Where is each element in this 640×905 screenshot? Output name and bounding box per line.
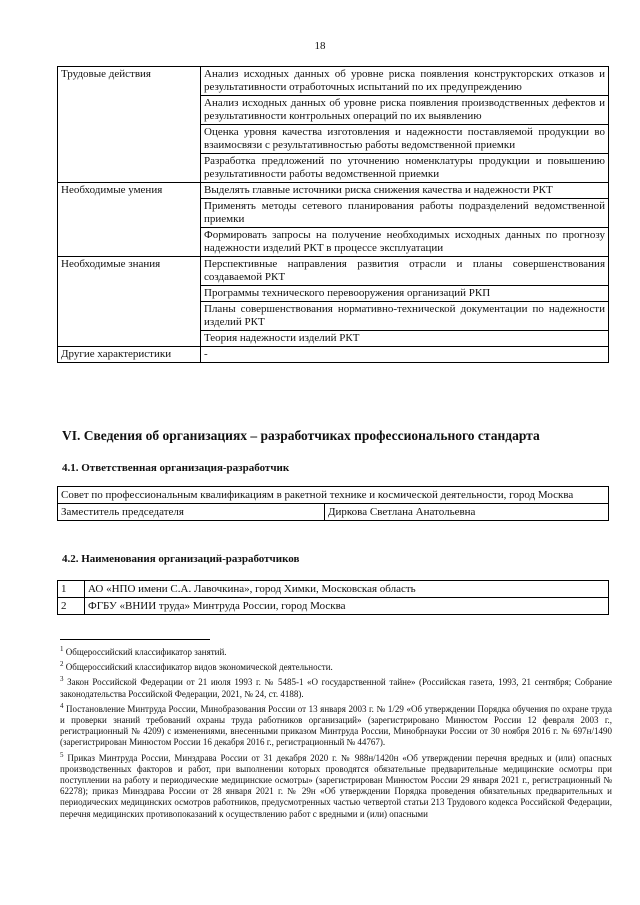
footnote-number: 5: [60, 750, 64, 759]
table-row: [58, 183, 609, 199]
row-group-label: Другие характеристики: [58, 347, 201, 363]
org-number: 1: [58, 581, 85, 598]
row-group-label: Необходимые умения: [58, 183, 201, 257]
page-number: 18: [314, 40, 326, 52]
footnote-number: 3: [60, 675, 64, 684]
responsible-organization: Совет по профессиональным квалификациям в ракетной технике и космической деятельности, город Москва: [58, 487, 609, 504]
table-cell: Выделять главные источники риска снижения качества и надежности РКТ: [201, 183, 609, 199]
footnote-number: 2: [60, 660, 64, 669]
labor-functions-table: [57, 66, 609, 363]
table-row: [58, 347, 609, 363]
footnote: [60, 659, 612, 673]
table-row: [58, 257, 609, 286]
org-number: 2: [58, 598, 85, 615]
footnote-separator: [60, 639, 210, 640]
table-cell: Планы совершенствования нормативно-технической документации по надежности изделий РКТ: [201, 302, 609, 331]
table-cell: Анализ исходных данных об уровне риска появления конструкторских отказов и результативности отработочных испытаний по их предупреждению: [201, 67, 609, 96]
table-cell: Программы технического перевооружения организаций РКП: [201, 286, 609, 302]
developers-heading: 4.2. Наименования организаций-разработчиков: [62, 553, 300, 565]
footnote-number: 4: [60, 701, 64, 710]
table-cell: -: [201, 347, 609, 363]
footnote-number: 1: [60, 645, 64, 653]
org-name: ФГБУ «ВНИИ труда» Минтруда России, город Москва: [85, 598, 609, 615]
table-row: [58, 67, 609, 96]
footnote-text: Приказ Минтруда России, Минздрава России от 31 декабря 2020 г. № 988н/1420н «Об утверждении перечня вредных и (или) опасных производственных факторов и работ, при выполнении которых проводятся обязательные предварительные медицинские осмотры при поступлении на работу и периодические медицинские осмотры» (зарегистрирован Минюстом России 29 января 2021 г., регистрационный № 62278); приказ Минздрава России от 28 января 2021 г. № 29н «Об утверждении Порядка проведения обязательных предварительных и периодических медицинских осмотров работников, предусмотренных частью четвертой статьи 213 Трудового кодекса Российской Федерации, перечня медицинских противопоказаний к осуществлению работ с вредными и (или) опасными: [60, 752, 612, 819]
footnote-text: Общероссийский классификатор видов экономической деятельности.: [63, 662, 333, 673]
responsible-heading: 4.1. Ответственная организация-разработчик: [62, 462, 290, 474]
table-cell: Разработка предложений по уточнению номенклатуры продукции и повышению результативности работы ведомственной приемки: [201, 154, 609, 183]
footnote-text: Общероссийский классификатор занятий.: [63, 647, 227, 657]
responsible-org-table: [57, 486, 609, 521]
footnote-text: Постановление Минтруда России, Минобразования России от 13 января 2003 г. № 1/29 «Об утверждении Порядка обучения по охране труда и проверки знаний требований охраны труда работников организаций» (зарегистрировано Минюстом России 12 февраля 2003 г., регистрационный № 4209) с изменениями, внесенными приказом Минтруда России, Минобрнауки России от 30 ноября 2016 г. № 697н/1490 (зарегистрирован Минюстом России 16 декабря 2016 г., регистрационный № 44767).: [60, 703, 612, 748]
table-cell: Оценка уровня качества изготовления и надежности поставляемой продукции во взаимосвязи с результативностью работы ведомственной приемки: [201, 125, 609, 154]
responsible-person: Диркова Светлана Анатольевна: [325, 504, 609, 521]
table-cell: Анализ исходных данных об уровне риска появления производственных дефектов и результативности контрольных операций по их выявлению: [201, 96, 609, 125]
footnote: [60, 674, 612, 699]
table-row: [58, 581, 609, 598]
footnote: [60, 750, 612, 820]
footnote-text: Закон Российской Федерации от 21 июля 1993 г. № 5485-1 «О государственной тайне» (Российская газета, 1993, 21 сентября; Собрание законодательства Российской Федерации, 2021, № 24, ст. 4188).: [60, 677, 612, 699]
table-cell: Перспективные направления развития отрасли и планы совершенствования создаваемой РКТ: [201, 257, 609, 286]
footnote: [60, 701, 612, 749]
table-row: [58, 598, 609, 615]
responsible-position: Заместитель председателя: [58, 504, 325, 521]
row-group-label: Необходимые знания: [58, 257, 201, 347]
row-group-label: Трудовые действия: [58, 67, 201, 183]
table-cell: Теория надежности изделий РКТ: [201, 331, 609, 347]
section-title: VI. Сведения об организациях – разработчиках профессионального стандарта: [62, 428, 540, 443]
footnote: [60, 644, 612, 658]
table-cell: Формировать запросы на получение необходимых исходных данных по прогнозу надежности изделий РКТ в процессе эксплуатации: [201, 228, 609, 257]
org-name: АО «НПО имени С.А. Лавочкина», город Химки, Московская область: [85, 581, 609, 598]
footnotes: [60, 644, 612, 821]
table-cell: Применять методы сетевого планирования работы подразделений ведомственной приемки: [201, 199, 609, 228]
developers-table: [57, 580, 609, 615]
